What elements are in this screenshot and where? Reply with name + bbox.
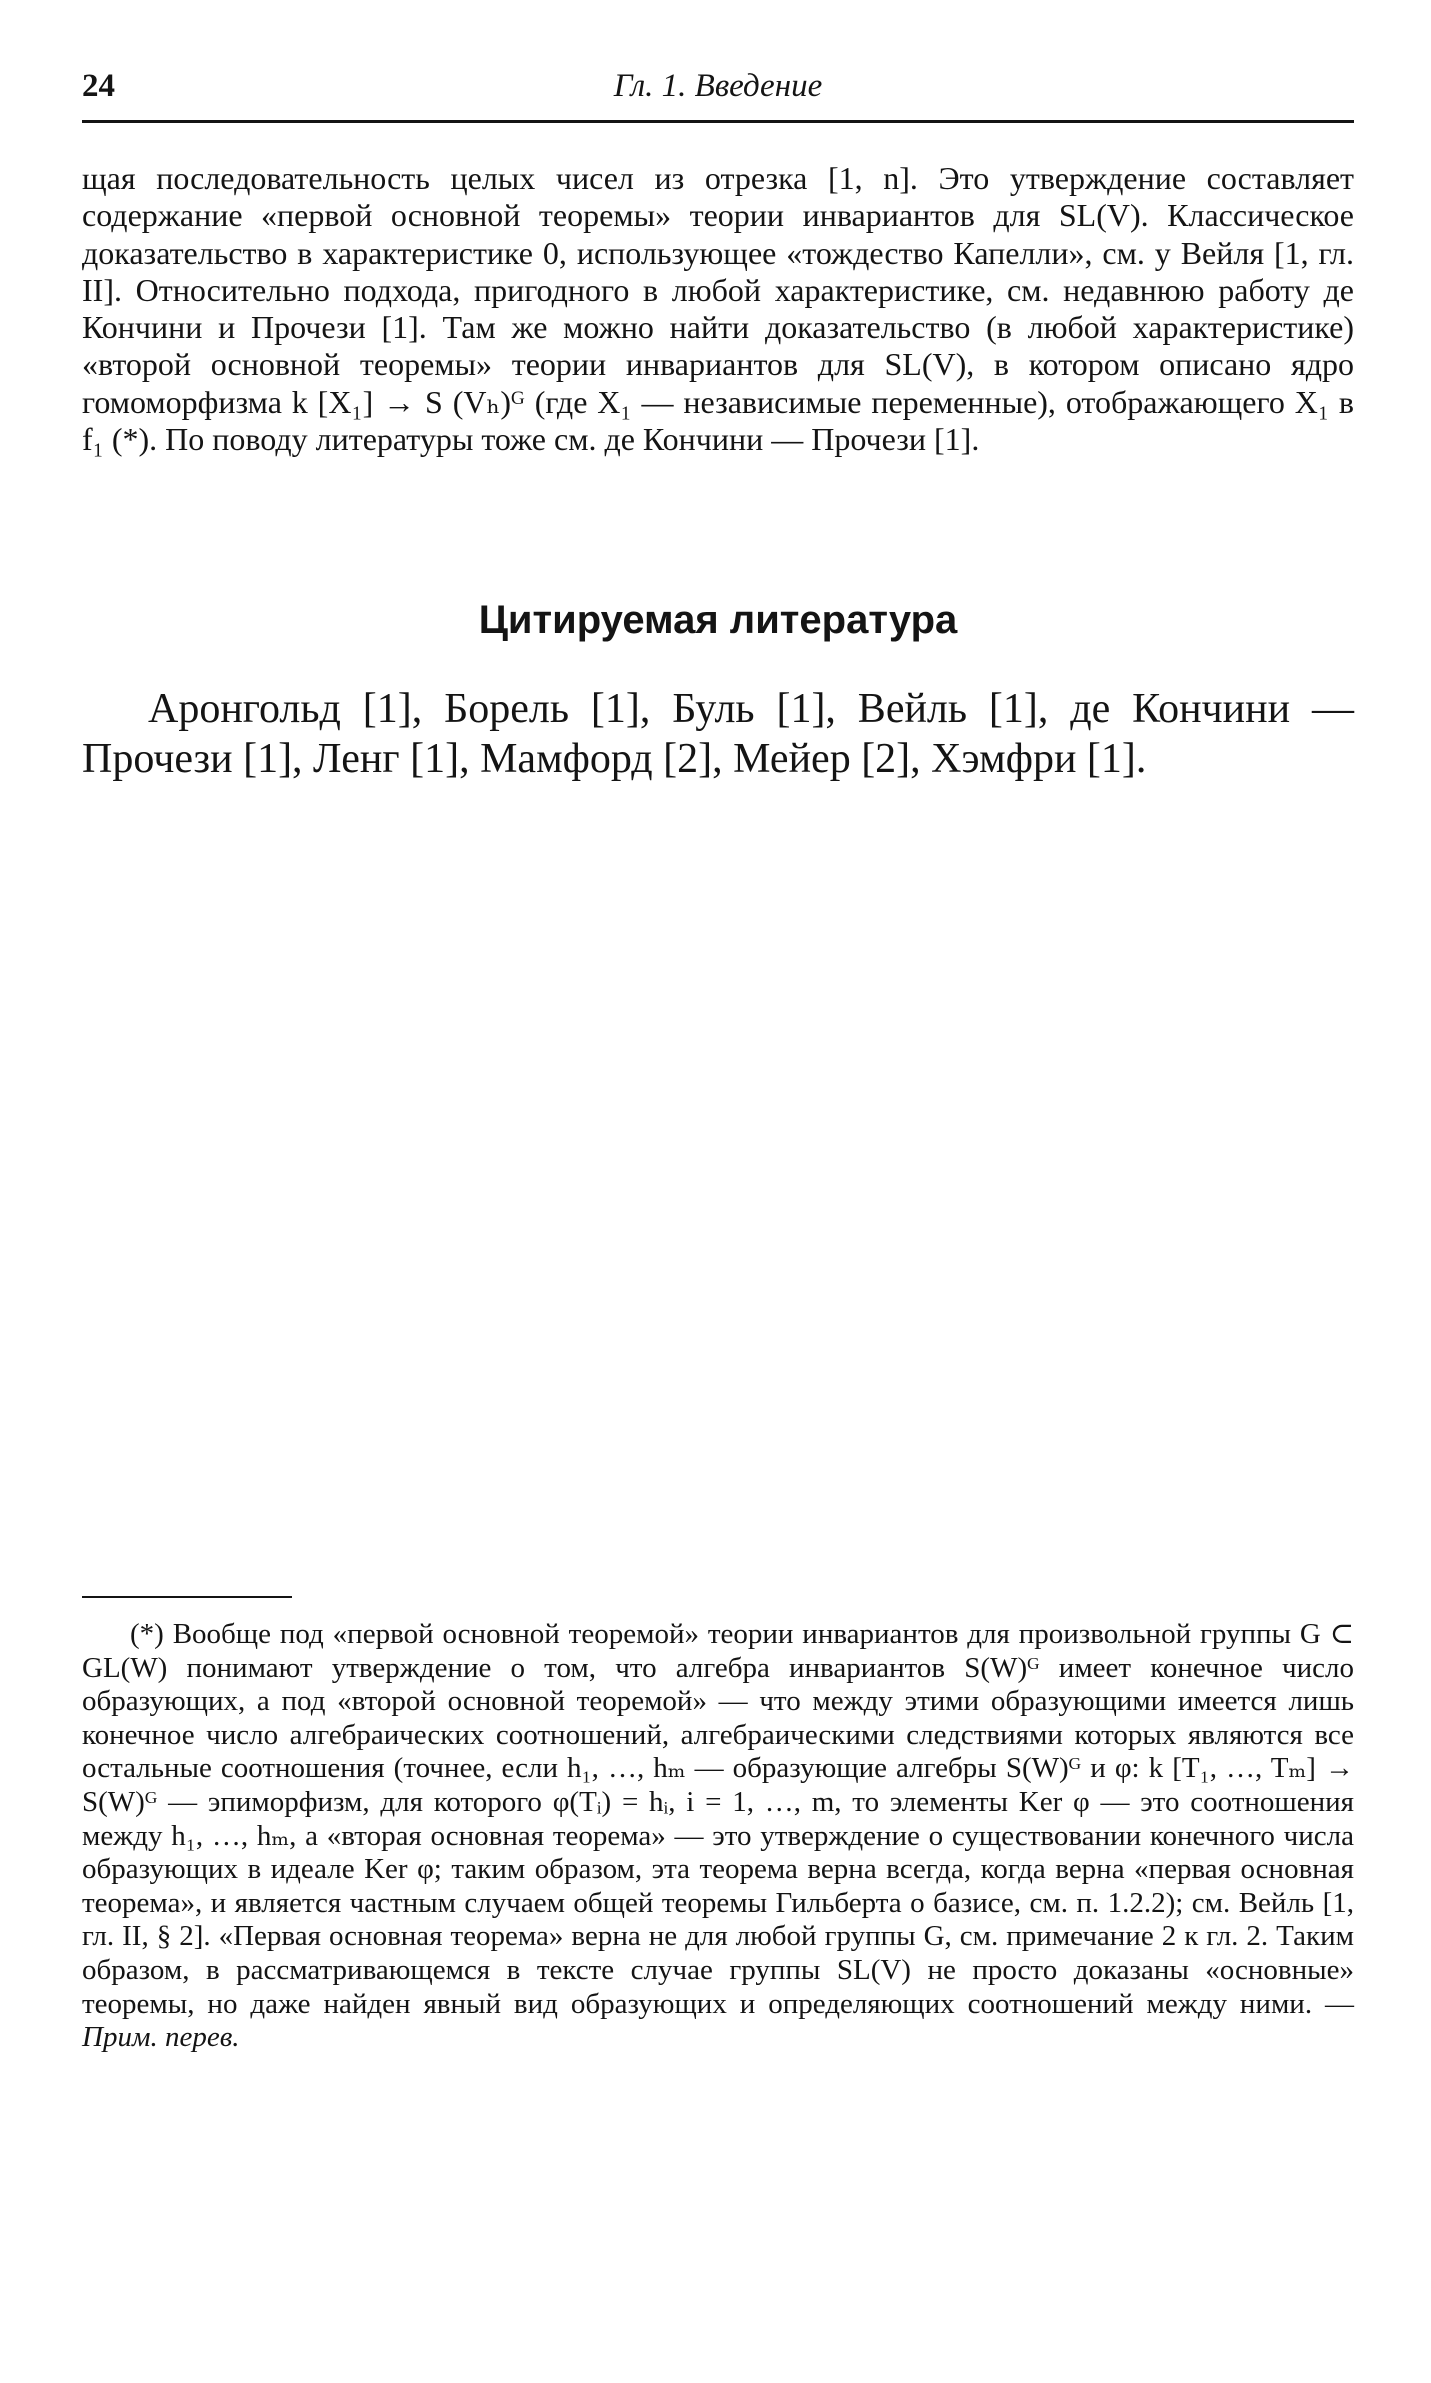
footnote-divider xyxy=(82,1596,292,1598)
translator-note: Прим. перев. xyxy=(82,2021,240,2054)
footnote xyxy=(82,1618,1354,2055)
section-title: Цитируемая литература xyxy=(478,598,958,642)
body-paragraph: щая последовательность целых чисел из отрезка [1, n]. Это утверждение составляет содержание «первой основной теоремы» теории инвариантов для SL(V). Классическое доказательство в характеристике 0, использующее «тождество Капелли», см. у Вейля [1, гл. II]. Относительно подхода, пригодного в любой характеристике, см. недавнюю работу де Кончини и Прочези [1]. Там же можно найти доказательство (в любой характеристике) «второй основной теоремы» теории инвариантов для SL(V), в котором описано ядро гомоморфизма k [X₁] → S (Vₕ)ᴳ (где X₁ — независимые переменные), отображающего X₁ в f₁ (*). По поводу литературы тоже см. де Кончини — Прочези [1]. xyxy=(82,160,1354,458)
page-header xyxy=(82,66,1354,123)
footnote-text: (*) Вообще под «первой основной теоремой» теории инвариантов для произвольной группы G ⊂ GL(W) понимают утверждение о том, что алгебра инвариантов S(W)ᴳ имеет конечное число образующих, а под «второй основной теоремой» — что между этими образующими имеется лишь конечное число алгебраических соотношений, алгебраическими следствиями которых являются все остальные соотношения (точнее, если h₁, …, hₘ — образующие алгебры S(W)ᴳ и φ: k [T₁, …, Tₘ] → S(W)ᴳ — эпиморфизм, для которого φ(Tᵢ) = hᵢ, i = 1, …, m, то элементы Ker φ — это соотношения между h₁, …, hₘ, а «вторая основная теорема» — это утверждение о существовании конечного числа образующих в идеале Ker φ; таким образом, эта теорема верна всегда, когда верна «первая основная теорема», и является частным случаем общей теоремы Гильберта о базисе, см. п. 1.2.2); см. Вейль [1, гл. II, § 2]. «Первая основная теорема» верна не для любой группы G, см. примечание 2 к гл. 2. Таким образом, в рассматривающемся в тексте случае группы SL(V) не просто доказаны «основные» теоремы, но даже найден явный вид образующих и определяющих соотношений между ними. — xyxy=(82,1618,1354,2020)
page-number: 24 xyxy=(82,68,115,104)
running-title: Гл. 1. Введение xyxy=(613,68,823,104)
cited-references: Аронгольд [1], Борель [1], Буль [1], Вейль [1], де Кончини — Прочези [1], Ленг [1], Мамфорд [2], Мейер [2], Хэмфри [1]. xyxy=(82,686,1354,782)
